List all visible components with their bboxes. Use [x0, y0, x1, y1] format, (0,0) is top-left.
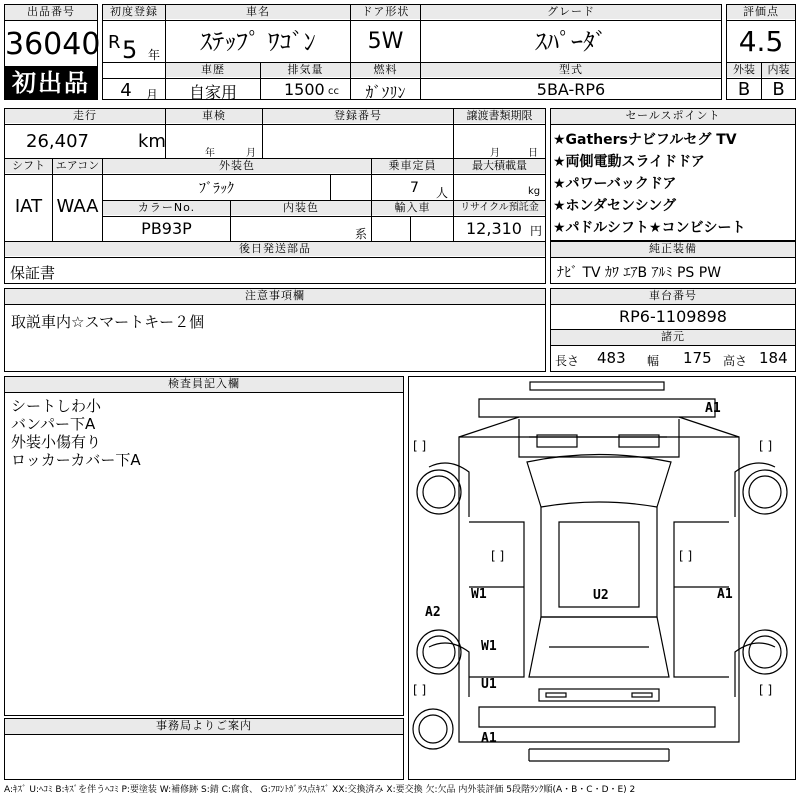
ext-grade: B: [737, 79, 751, 100]
office-box: [4, 718, 404, 780]
capacity-label: 乗車定員: [372, 159, 453, 173]
history-label: 車歴: [166, 63, 260, 77]
inspection-year: 年: [205, 148, 215, 159]
legend: A:ｷｽﾞ U:ﾍｺﾐ B:ｷｽﾞを伴うﾍｺﾐ P:要塗装 W:補修跡 S:錆 C:腐食、 G:ﾌﾛﾝﾄｶﾞﾗｽ点ｷｽﾞ XX:交換済み X:要交換 欠:欠品 内外装評価 5段階ﾗﾝｸ順(A・B・C・D・E) 2: [4, 785, 636, 795]
lot-number-label: 出品番号: [5, 5, 97, 21]
sales-points: [550, 108, 796, 241]
inspector-line: 外装小傷有り: [11, 433, 102, 451]
fuel: ｶﾞｿﾘﾝ: [365, 83, 406, 102]
inspection-month: 月: [246, 148, 256, 159]
history: 自家用: [188, 83, 237, 102]
bracket-mark: [ ]: [491, 549, 505, 563]
score: 4.5: [738, 25, 784, 58]
sales-label: セールスポイント: [551, 109, 795, 125]
max-load-unit: kg: [528, 186, 541, 197]
sales-item: ★Gathersナビフルセグ TV: [553, 132, 737, 148]
bracket-mark: [ ]: [759, 439, 773, 453]
sales-item: ★パワーバックドア: [553, 176, 677, 192]
car-name-label: 車名: [166, 5, 350, 19]
bracket-mark: [ ]: [679, 549, 693, 563]
shift: IAT: [14, 196, 43, 217]
equipment-value: ﾅﾋﾞ TV ｶﾜ ｴｱB ｱﾙﾐ PS PW: [557, 265, 722, 281]
damage-mark-rear-bumper: A1: [481, 731, 497, 746]
inspector-box: [4, 376, 404, 716]
mileage: 26,407: [26, 131, 89, 152]
grade-label: グレード: [421, 5, 721, 19]
equipment-box: [550, 241, 796, 284]
first-listing-stamp: 初出品: [5, 66, 97, 100]
sales-item: ★ホンダセンシング: [553, 198, 677, 214]
color-no-label: カラーNo.: [103, 201, 230, 215]
chassis-number: RP6-1109898: [619, 307, 727, 326]
inspector-line: バンパー下A: [11, 415, 96, 433]
later-parts: 保証書: [10, 264, 56, 282]
notes-box: [4, 288, 546, 372]
damage-mark-roof: U2: [593, 588, 609, 603]
mileage-unit: km: [138, 131, 166, 152]
ext-color: ﾌﾞﾗｯｸ: [199, 181, 234, 197]
notes-label: 注意事項欄: [5, 289, 545, 305]
damage-mark-right-door: A1: [717, 587, 733, 602]
model-label: 型式: [421, 63, 721, 77]
int-color-unit: 系: [355, 227, 368, 241]
lot-number: 36040: [5, 27, 101, 62]
sales-item: ★両側電動スライドドア: [553, 154, 705, 170]
later-parts-label: 後日発送部品: [5, 242, 545, 256]
transfer-month: 月: [490, 148, 500, 159]
car-diagram-svg: [409, 377, 795, 779]
year-unit: 年: [148, 48, 161, 62]
ac: WAA: [56, 196, 99, 217]
lot-number-box: [4, 4, 101, 100]
displacement-unit: cc: [328, 86, 339, 97]
displacement-label: 排気量: [261, 63, 350, 77]
color-no: PB93P: [141, 219, 192, 238]
office-label: 事務局よりご案内: [5, 719, 403, 735]
first-reg-year: 5: [122, 36, 138, 64]
ext-label: 外装: [727, 63, 761, 77]
damage-mark-front: A1: [705, 401, 721, 416]
chassis-label: 車台番号: [551, 289, 795, 305]
width: 175: [683, 349, 712, 367]
int-label: 内装: [762, 63, 795, 77]
damage-mark-left-front-fender: A2: [425, 605, 441, 620]
door-type: 5W: [367, 29, 404, 54]
score-label: 評価点: [727, 5, 795, 19]
int-grade: B: [772, 79, 785, 100]
door-label: ドア形状: [351, 5, 420, 19]
height-label: 高さ: [723, 354, 748, 368]
inspection-label: 車検: [166, 109, 262, 123]
first-reg-month: 4: [120, 80, 132, 101]
sales-item: ★パドルシフト★コンビシート: [553, 220, 746, 236]
length: 483: [597, 349, 626, 367]
damage-mark-left-door: W1: [471, 587, 487, 602]
first-reg-label: 初度登録: [103, 5, 165, 19]
damage-mark-left-rear: W1: [481, 639, 497, 654]
import-label: 輸入車: [372, 201, 453, 215]
fuel-label: 燃料: [351, 63, 420, 77]
capacity: 7: [410, 180, 419, 196]
max-load-label: 最大積載量: [454, 159, 545, 173]
damage-diagram: [408, 376, 796, 780]
car-name: ｽﾃｯﾌﾟ ﾜｺﾞﾝ: [200, 28, 316, 56]
inspector-label: 検査員記入欄: [5, 377, 403, 393]
mileage-label: 走行: [5, 109, 165, 123]
bracket-mark: [ ]: [759, 683, 773, 697]
equipment-label: 純正装備: [551, 242, 795, 258]
width-label: 幅: [647, 354, 660, 368]
damage-mark-rear-quarter: U1: [481, 677, 497, 692]
ext-color-label: 外装色: [103, 159, 371, 173]
reg-no-label: 登録番号: [263, 109, 453, 123]
month-unit: 月: [146, 88, 159, 102]
transfer-label: 譲渡書類期限: [454, 109, 545, 123]
grade: ｽﾊﾟｰﾀﾞ: [535, 28, 607, 56]
displacement: 1500: [284, 80, 325, 99]
recycle-label: リサイクル預託金: [454, 201, 545, 215]
notes-value: 取説車内☆スマートキー２個: [11, 313, 205, 331]
recycle: 12,310: [466, 219, 522, 238]
inspector-line: シートしわ小: [11, 397, 102, 415]
dims-label: 諸元: [551, 329, 795, 346]
height: 184: [759, 349, 788, 367]
shift-label: シフト: [5, 159, 52, 173]
bracket-mark: [ ]: [413, 439, 427, 453]
recycle-unit: 円: [530, 224, 543, 238]
capacity-unit: 人: [436, 186, 449, 200]
era: R: [108, 32, 121, 53]
int-color-label: 内装色: [231, 201, 371, 215]
inspector-line: ロッカーカバー下A: [11, 451, 141, 469]
length-label: 長さ: [555, 354, 580, 368]
chassis-box: [550, 288, 796, 372]
transfer-day: 日: [528, 148, 538, 159]
model: 5BA-RP6: [536, 80, 606, 99]
bracket-mark: [ ]: [413, 683, 427, 697]
ac-label: エアコン: [53, 159, 102, 173]
